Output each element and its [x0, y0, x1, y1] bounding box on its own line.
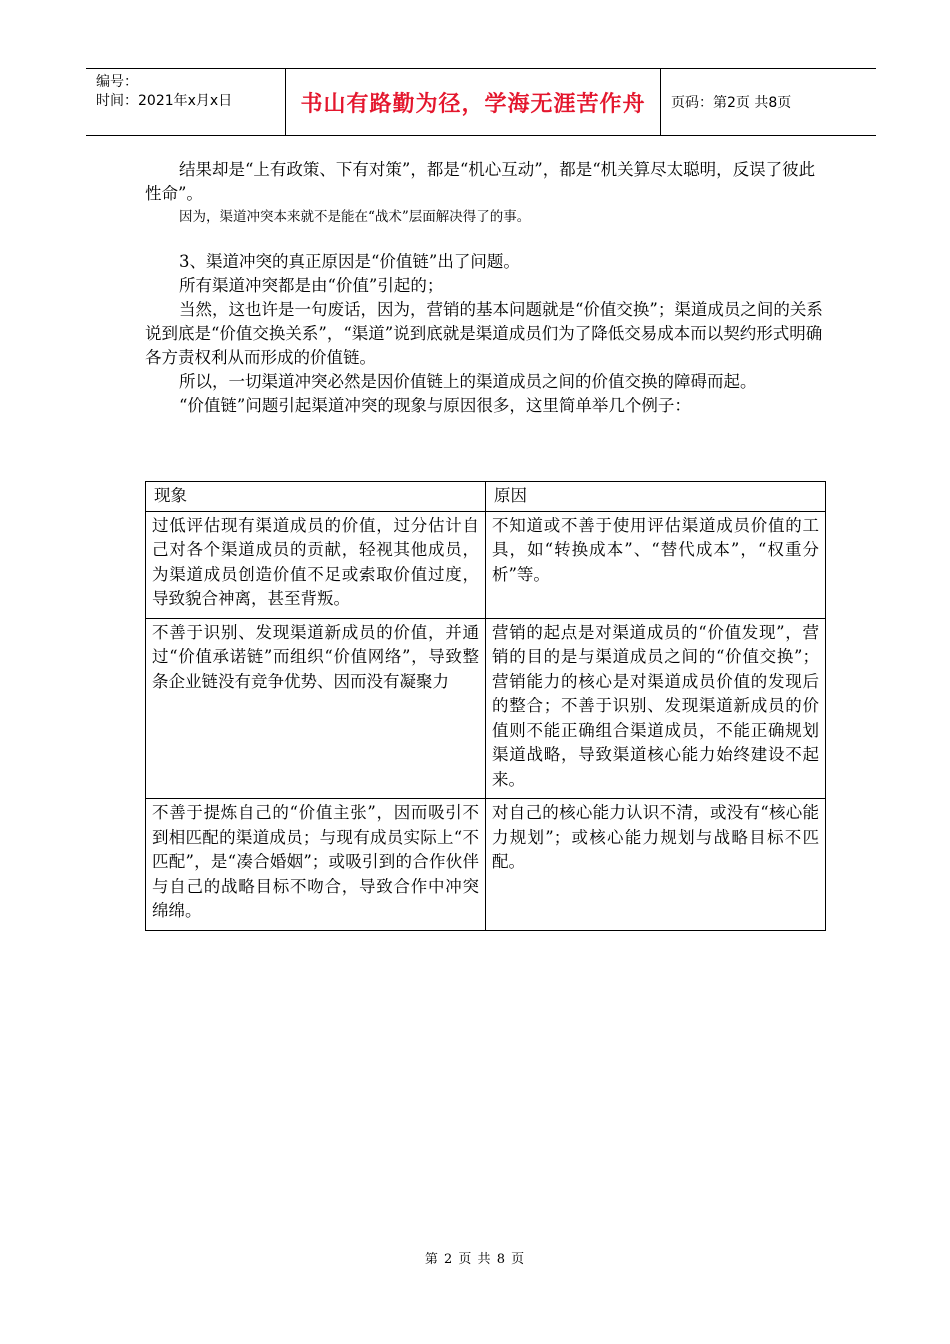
document-number-label: 编号：	[96, 74, 138, 90]
table-row	[146, 511, 826, 618]
paragraph: 所以，一切渠道冲突必然是因价值链上的渠道成员之间的价值交换的障碍而起。	[179, 372, 757, 391]
phenomenon-cause-table	[145, 481, 826, 931]
table-cell: 营销的起点是对渠道成员的“价值发现”，营销的目的是与渠道成员之间的“价值交换”；营销能力的核心是对渠道成员价值的发现后的整合；不善于识别、发现渠道新成员的价值则不能正确组合渠道成员，不能正确规划渠道战略，导致渠道核心能力始终建设不起来。	[486, 618, 826, 799]
table-header-row	[146, 482, 826, 512]
paragraph: “价值链”问题引起渠道冲突的现象与原因很多，这里简单举几个例子：	[179, 396, 691, 415]
table-cell: 不知道或不善于使用评估渠道成员价值的工具，如“转换成本”、“替代成本”，“权重分析”等。	[486, 511, 826, 618]
paragraph: 结果却是“上有政策、下有对策”，都是“机心互动”，都是“机关算尽太聪明，反误了彼此性命”。	[145, 160, 816, 203]
header-page-info: 页码：第2页 共8页	[671, 95, 792, 111]
table-cell: 对自己的核心能力认识不清，或没有“核心能力规划”；或核心能力规划与战略目标不匹配。	[486, 799, 826, 931]
table-cell: 不善于识别、发现渠道新成员的价值，并通过“价值承诺链”而组织“价值网络”，导致整条企业链没有竞争优势、因而没有凝聚力	[146, 618, 486, 799]
document-time-label: 时间：2021年x月x日	[96, 93, 233, 109]
page-header	[86, 68, 876, 136]
header-motto: 书山有路勤为径，学海无涯苦作舟	[286, 69, 661, 135]
table-header-cell: 现象	[146, 482, 486, 512]
table-row	[146, 799, 826, 931]
paragraph: 所有渠道冲突都是由“价值”引起的；	[179, 276, 444, 295]
header-meta	[86, 69, 286, 135]
paragraph: 当然，这也许是一句废话，因为，营销的基本问题就是“价值交换”；渠道成员之间的关系说到底是“价值交换关系”，“渠道”说到底就是渠道成员们为了降低交易成本而以契约形式明确各方责权利从而形成的价值链。	[145, 300, 823, 367]
section-heading: 3、渠道冲突的真正原因是“价值链”出了问题。	[179, 252, 520, 271]
paragraph: 因为，渠道冲突本来就不是能在“战术”层面解决得了的事。	[179, 209, 531, 225]
table-cell: 过低评估现有渠道成员的价值，过分估计自己对各个渠道成员的贡献，轻视其他成员，为渠道成员创造价值不足或索取价值过度，导致貌合神离，甚至背叛。	[146, 511, 486, 618]
page-footer: 第 2 页 共 8 页	[424, 1252, 526, 1267]
table-row	[146, 618, 826, 799]
table-cell: 不善于提炼自己的“价值主张”，因而吸引不到相匹配的渠道成员；与现有成员实际上“不匹配”，是“凑合婚姻”；或吸引到的合作伙伴与自己的战略目标不吻合，导致合作中冲突绵绵。	[146, 799, 486, 931]
table-header-cell: 原因	[486, 482, 826, 512]
document-body	[145, 158, 825, 418]
